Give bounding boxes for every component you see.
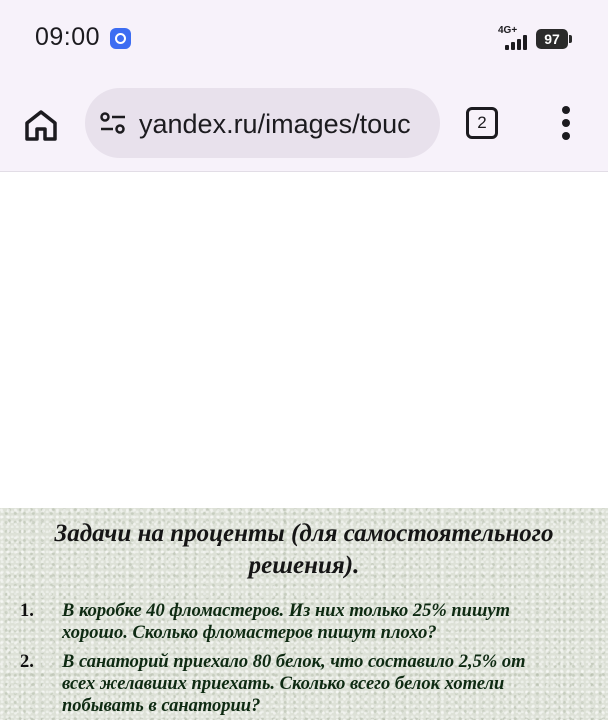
task-text xyxy=(62,651,592,717)
slide-title-line-1: Задачи на проценты (для самостоятельного xyxy=(54,520,554,547)
url-text[interactable]: yandex.ru/images/touc xyxy=(139,109,411,139)
slide-title xyxy=(0,518,608,582)
app-notification-icon xyxy=(110,28,131,49)
task-line: хорошо. Сколько фломастеров пишут плохо? xyxy=(62,623,437,643)
signal-strength-icon xyxy=(505,34,531,50)
browser-toolbar xyxy=(0,80,608,172)
task-line: В санаторий приехало 80 белок, что составило 2,5% от xyxy=(62,652,526,672)
image-viewer-blank-area xyxy=(0,172,608,508)
slide-image[interactable] xyxy=(0,508,608,720)
task-number: 1. xyxy=(20,601,34,621)
status-time: 09:00 xyxy=(35,23,101,51)
task-number: 2. xyxy=(20,652,34,672)
task-line: В коробке 40 фломастеров. Из них только 25% пишут xyxy=(62,601,510,621)
tabs-button[interactable]: 2 xyxy=(466,107,498,139)
network-type-label: 4G+ xyxy=(498,25,518,36)
more-menu-button[interactable] xyxy=(555,106,577,142)
address-bar[interactable] xyxy=(85,88,440,158)
battery-tip xyxy=(569,35,572,43)
more-menu-icon xyxy=(562,106,570,114)
slide-title-line-2: решения). xyxy=(248,552,360,579)
task-line: всех желавших приехать. Сколько всего белок хотели xyxy=(62,674,505,694)
home-icon xyxy=(20,104,62,146)
task-line: побывать в санатории? xyxy=(62,696,261,716)
task-text xyxy=(62,600,592,644)
status-bar xyxy=(0,0,608,80)
site-settings-icon[interactable] xyxy=(99,111,127,135)
home-button[interactable] xyxy=(20,104,62,146)
battery-icon: 97 xyxy=(536,29,568,49)
